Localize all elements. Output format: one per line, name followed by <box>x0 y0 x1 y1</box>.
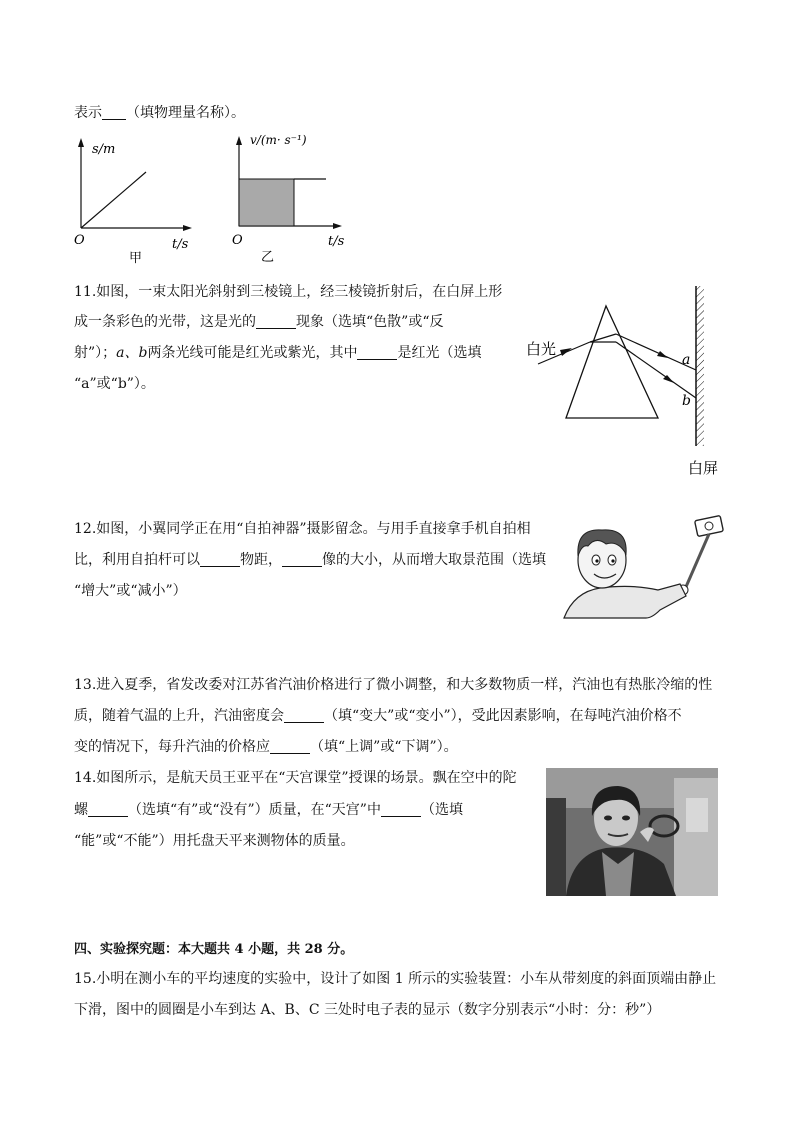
origin-label: O <box>232 233 243 248</box>
q13-line-2 <box>74 705 682 725</box>
text: （选填 <box>420 802 463 818</box>
label-b: b <box>682 393 691 409</box>
answer-blank <box>88 802 128 817</box>
caption: 甲 <box>129 251 143 266</box>
text: 螺 <box>74 802 88 818</box>
text: （选填“有”或“没有”）质量，在“天宫”中 <box>128 802 381 818</box>
y-axis-label: s/m <box>92 142 116 157</box>
text: a、b <box>116 345 148 361</box>
text: 比，利用自拍杆可以 <box>74 552 200 568</box>
q15-line-2: 下滑，图中的圆圈是小车到达 A、B、C 三处时电子表的显示（数字分别表示“小时：分：秒”） <box>74 1002 661 1018</box>
text: 变的情况下，每升汽油的价格应 <box>74 739 270 755</box>
origin-label: O <box>74 233 85 248</box>
q12-line-1: 12.如图，小翼同学正在用“自拍神器”摄影留念。与用手直接拿手机自拍相 <box>74 521 531 537</box>
text: 物距， <box>240 552 282 568</box>
answer-blank <box>256 314 296 329</box>
text: 像的大小，从而增大取景范围（选填 <box>322 552 546 568</box>
q13-line-1: 13.进入夏季，省发改委对江苏省汽油价格进行了微小调整，和大多数物质一样，汽油也有热胀冷缩的性 <box>74 677 713 693</box>
prism-figure <box>520 282 730 482</box>
answer-blank <box>381 802 421 817</box>
text: 射”）； <box>74 345 117 361</box>
q11-line-3 <box>74 342 481 362</box>
q14-line-1: 14.如图所示，是航天员王亚平在“天宫课堂”授课的场景。飘在空中的陀 <box>74 770 517 786</box>
answer-blank <box>284 708 324 723</box>
s-t-line <box>81 172 146 228</box>
astronaut-photo <box>546 768 718 896</box>
text: 表示 <box>74 105 102 121</box>
q14-line-3: “能”或“不能”）用托盘天平来测物体的质量。 <box>74 833 355 849</box>
q15-line-1: 15.小明在测小车的平均速度的实验中，设计了如图 1 所示的实验装置：小车从带刻度的斜面顶端由静止 <box>74 971 717 987</box>
answer-blank <box>200 552 240 567</box>
selfie-illustration <box>562 514 732 620</box>
ray-b <box>616 342 696 398</box>
label-a: a <box>682 352 691 368</box>
q13-line-3 <box>74 736 458 756</box>
answer-blank <box>357 345 397 360</box>
graph-jia <box>66 136 206 268</box>
answer-line <box>74 102 245 122</box>
answer-blank <box>102 105 126 120</box>
text: 质，随着气温的上升，汽油密度会 <box>74 708 284 724</box>
shaded-area <box>239 179 294 226</box>
text: （填“变大”或“变小”），受此因素影响，在每吨汽油价格不 <box>324 708 682 724</box>
screen-label: 白屏 <box>688 459 719 477</box>
q11-line-1: 11.如图，一束太阳光斜射到三棱镜上，经三棱镜折射后，在白屏上形 <box>74 284 503 300</box>
white-light-label: 白光 <box>526 340 557 358</box>
text: （填物理量名称）。 <box>126 105 245 121</box>
q12-line-3: “增大”或“减小”） <box>74 583 187 599</box>
text: 是红光（选填 <box>397 345 482 361</box>
y-axis-label: v/(m· s⁻¹) <box>250 133 307 147</box>
x-axis-label: t/s <box>328 234 345 249</box>
x-axis-label: t/s <box>172 237 189 252</box>
section-heading: 四、实验探究题：本大题共 4 小题，共 28 分。 <box>74 942 354 957</box>
q12-line-2 <box>74 549 546 569</box>
text: 现象（选填“色散”或“反 <box>296 314 444 330</box>
text: （填“上调”或“下调”）。 <box>310 739 458 755</box>
graph-yi <box>228 128 358 268</box>
q11-line-4: “a”或“b”）。 <box>74 376 155 392</box>
answer-blank <box>282 552 322 567</box>
q14-line-2 <box>74 799 463 819</box>
text: 成一条彩色的光带，这是光的 <box>74 314 256 330</box>
caption: 乙 <box>261 250 275 265</box>
q11-line-2 <box>74 311 443 331</box>
text: 两条光线可能是红光或紫光，其中 <box>147 345 358 361</box>
answer-blank <box>270 739 310 754</box>
